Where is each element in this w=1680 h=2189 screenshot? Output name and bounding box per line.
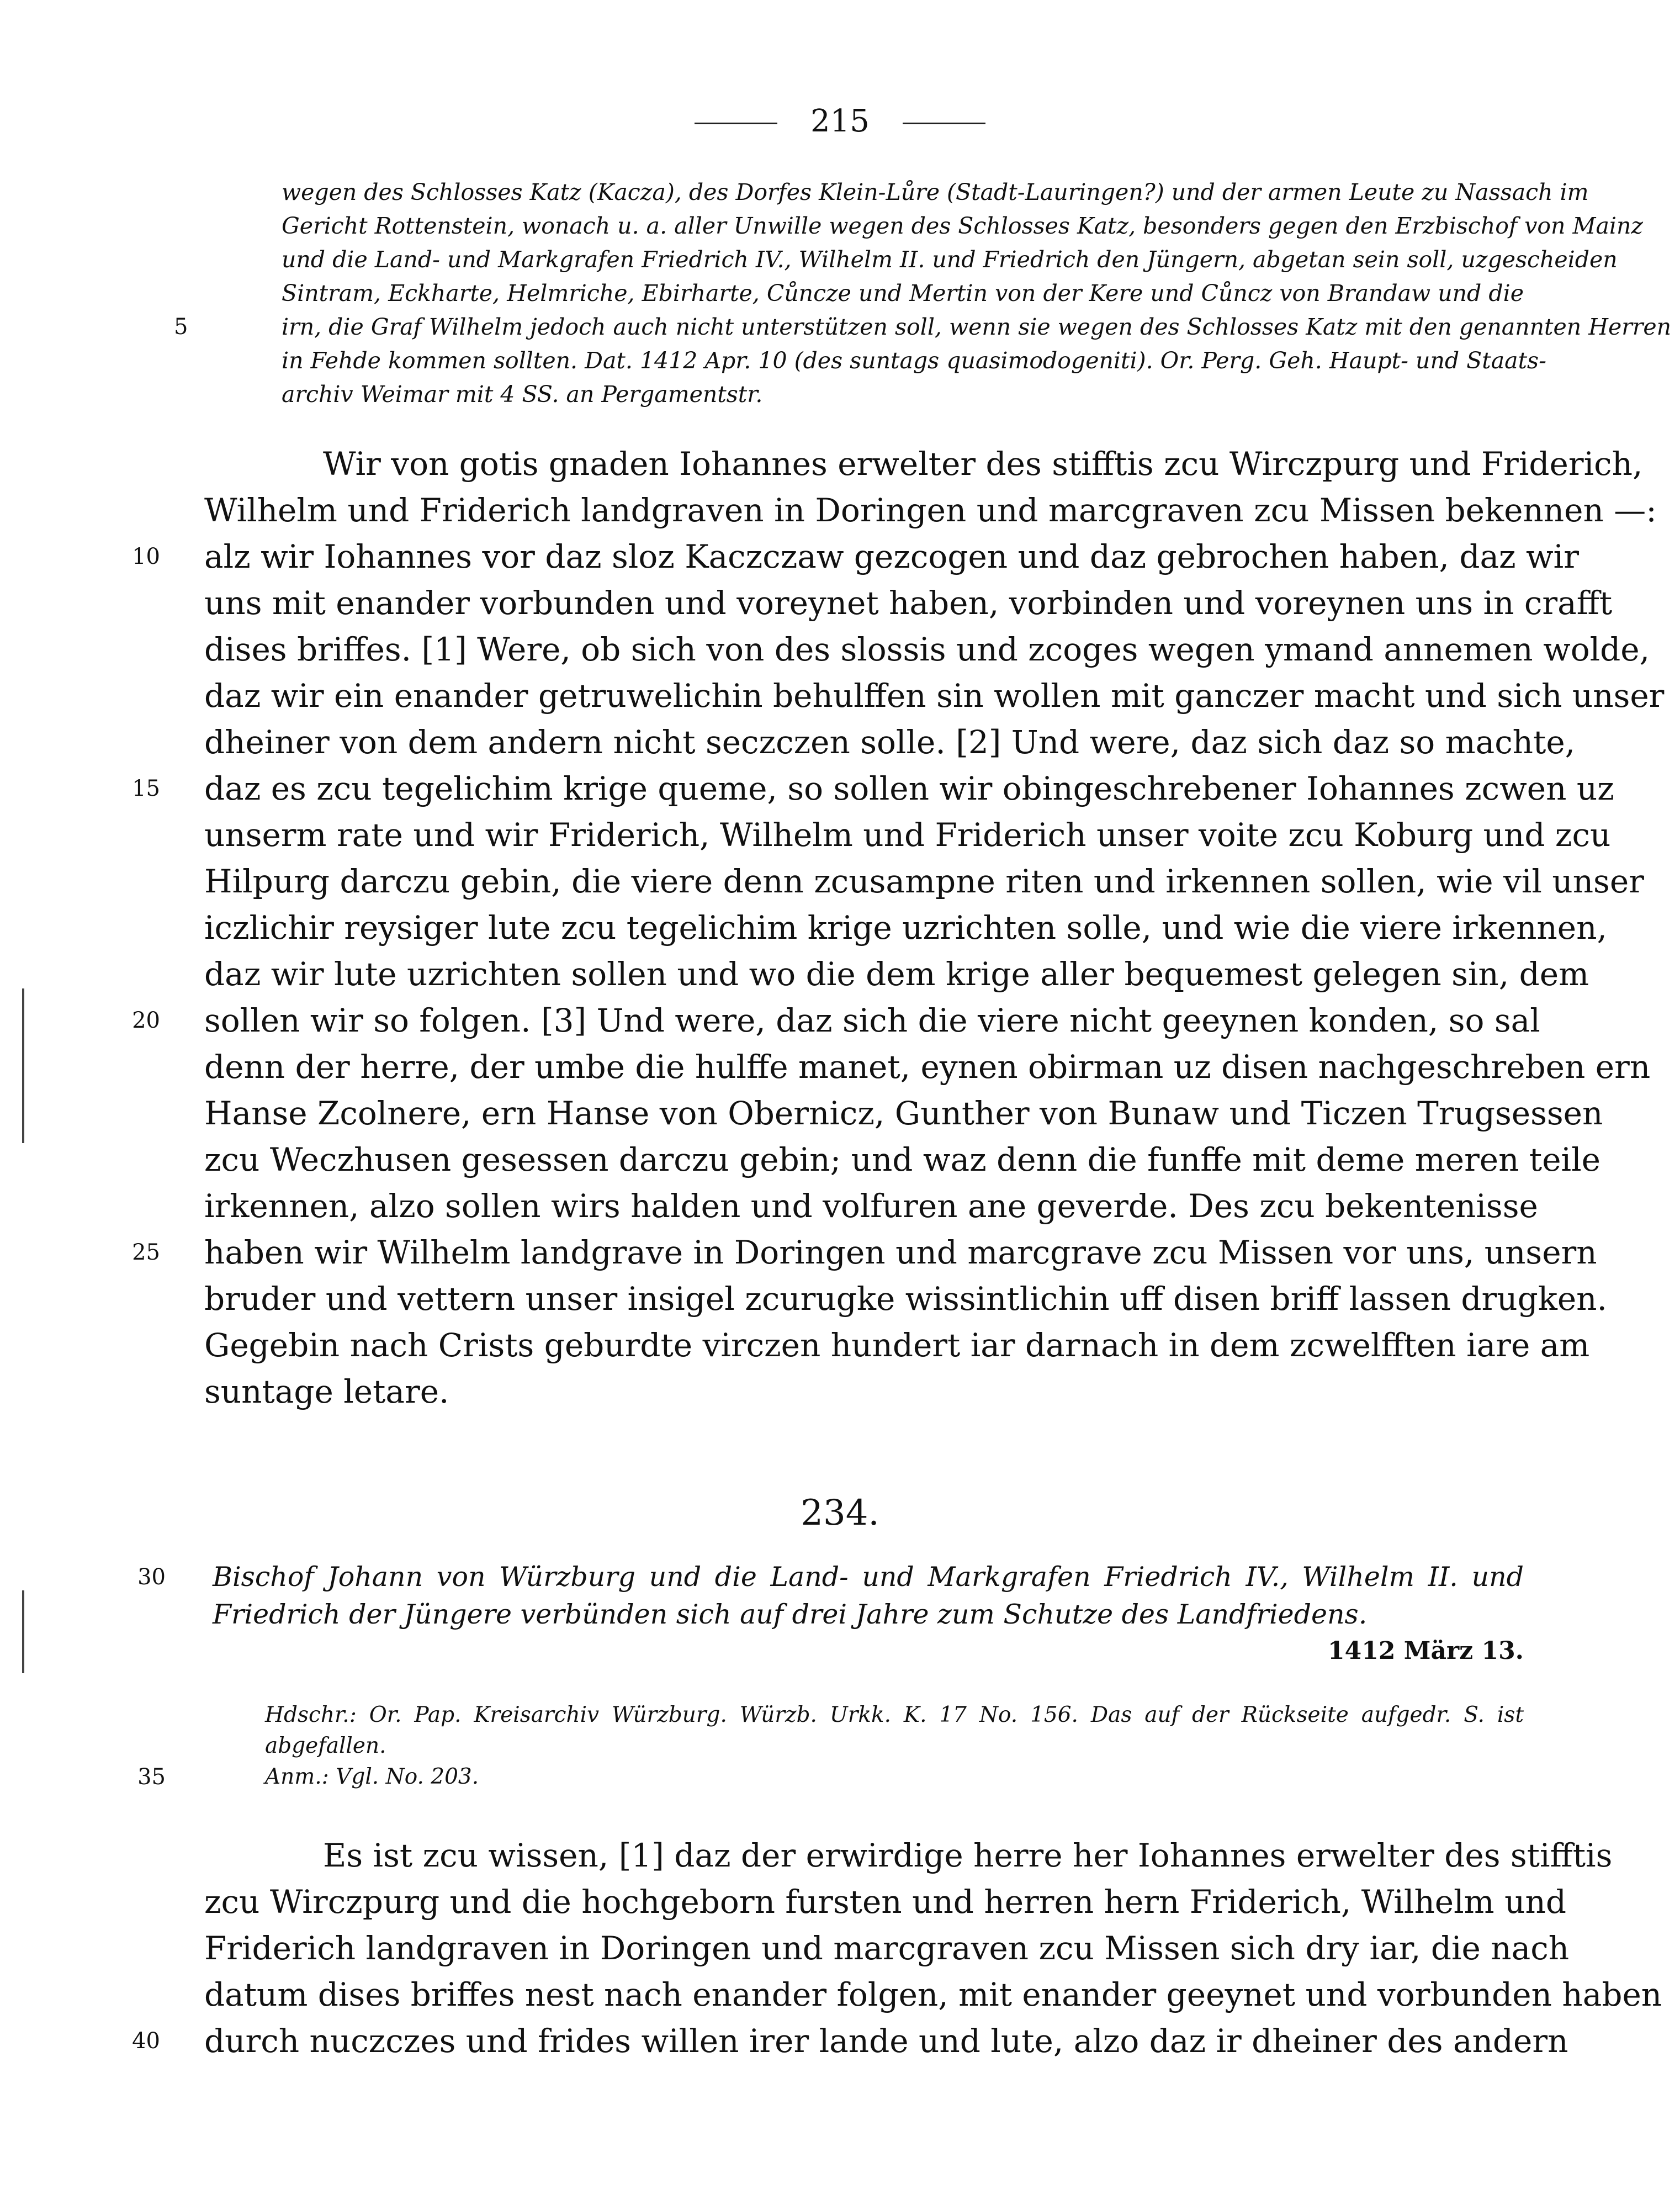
document-number: 234.: [801, 1493, 879, 1534]
text-line: haben wir Wilhelm landgrave in Doringen und marcgrave zcu Missen vor uns, unsern: [204, 1234, 1597, 1271]
page-number: 215: [810, 103, 870, 139]
manuscript-note-line: Anm.: Vgl. No. 203.: [265, 1764, 479, 1789]
head-note-line: Gericht Rottenstein, wonach u. a. aller Unwille wegen des Schlosses Katz, besonders gegen den Erzbischof von Mainz: [282, 213, 1644, 239]
scan-margin-mark: [22, 988, 24, 1143]
line-number: 5: [174, 314, 188, 340]
line-number: 10: [132, 544, 160, 569]
head-note-line: Sintram, Eckharte, Helmriche, Ebirharte, Cůncze und Mertin von der Kere und Cůncz von Brandaw und die: [282, 280, 1524, 306]
text-line: datum dises briffes nest nach enander folgen, mit enander geeynet und vorbunden haben: [204, 1976, 1662, 2013]
text-line: daz wir ein enander getruwelichin behulffen sin wollen mit ganczer macht und sich unser: [204, 677, 1665, 715]
line-number: 20: [132, 1008, 160, 1033]
text-line: daz es zcu tegelichim krige queme, so sollen wir obingeschrebener Iohannes zcwen uz: [204, 770, 1614, 807]
header-rule-right: [903, 123, 985, 124]
manuscript-note-line: Hdschr.: Or. Pap. Kreisarchiv Würzburg. Würzb. Urkk. K. 17 No. 156. Das auf der Rückseite aufgedr. S. ist: [265, 1702, 1524, 1727]
line-number: 25: [132, 1240, 160, 1265]
text-line: suntage letare.: [204, 1373, 449, 1410]
head-note-line: wegen des Schlosses Katz (Kacza), des Dorfes Klein-Lůre (Stadt-Lauringen?) und der armen Leute zu Nassach im: [282, 179, 1589, 205]
line-number: 30: [137, 1564, 166, 1590]
text-line: Hilpurg darczu gebin, die viere denn zcusampne riten und irkennen sollen, wie vil unser: [204, 863, 1644, 900]
manuscript-note-line: abgefallen.: [265, 1733, 386, 1758]
line-number: 35: [137, 1764, 166, 1790]
summary-line: Bischof Johann von Würzburg und die Land- und Markgrafen Friedrich IV., Wilhelm II. und: [213, 1561, 1524, 1593]
text-line: Hanse Zcolnere, ern Hanse von Obernicz, Gunther von Bunaw und Ticzen Trugsessen: [204, 1094, 1603, 1132]
text-line: uns mit enander vorbunden und voreynet haben, vorbinden und voreynen uns in crafft: [204, 584, 1613, 622]
text-line: unserm rate und wir Friderich, Wilhelm und Friderich unser voite zcu Koburg und zcu: [204, 816, 1611, 854]
line-number: 15: [132, 776, 160, 801]
text-line: iczlichir reysiger lute zcu tegelichim krige uzrichten solle, und wie die viere irkennen,: [204, 909, 1607, 947]
text-line: zcu Weczhusen gesessen darczu gebin; und waz denn die funffe mit deme meren teile: [204, 1141, 1600, 1178]
document-date: 1412 März 13.: [1327, 1637, 1524, 1665]
header-rule-left: [695, 123, 777, 124]
text-line: zcu Wirczpurg und die hochgeborn fursten und herren hern Friderich, Wilhelm und: [204, 1883, 1566, 1921]
head-note-line: archiv Weimar mit 4 SS. an Pergamentstr.: [282, 381, 763, 408]
line-number: 40: [132, 2028, 160, 2054]
scan-margin-mark: [22, 1590, 24, 1673]
text-line: dises briffes. [1] Were, ob sich von des slossis und zcoges wegen ymand annemen wolde,: [204, 631, 1650, 668]
text-line: Wir von gotis gnaden Iohannes erwelter des stifftis zcu Wirczpurg und Friderich,: [323, 445, 1643, 483]
summary-line: Friedrich der Jüngere verbünden sich auf drei Jahre zum Schutze des Landfriedens.: [213, 1599, 1368, 1630]
text-line: Gegebin nach Crists geburdte virczen hundert iar darnach in dem zcwelfften iare am: [204, 1326, 1590, 1364]
page-header: [0, 102, 1680, 141]
text-line: denn der herre, der umbe die hulffe manet, eynen obirman uz disen nachgeschreben ern: [204, 1048, 1651, 1086]
text-line: irkennen, alzo sollen wirs halden und volfuren ane geverde. Des zcu bekentenisse: [204, 1187, 1538, 1225]
text-line: Wilhelm und Friderich landgraven in Doringen und marcgraven zcu Missen bekennen —:: [204, 491, 1657, 529]
text-line: daz wir lute uzrichten sollen und wo die dem krige aller bequemest gelegen sin, dem: [204, 955, 1589, 993]
head-note-line: und die Land- und Markgrafen Friedrich IV., Wilhelm II. und Friedrich den Jüngern, abgetan sein soll, uzgescheiden: [282, 246, 1618, 273]
text-line: alz wir Iohannes vor daz sloz Kaczczaw gezcogen und daz gebrochen haben, daz wir: [204, 538, 1579, 575]
text-line: Es ist zcu wissen, [1] daz der erwirdige herre her Iohannes erwelter des stifftis: [323, 1837, 1613, 1874]
text-line: Friderich landgraven in Doringen und marcgraven zcu Missen sich dry iar, die nach: [204, 1929, 1570, 1967]
text-line: bruder und vettern unser insigel zcurugke wissintlichin uff disen briff lassen drugken.: [204, 1280, 1607, 1318]
text-line: sollen wir so folgen. [3] Und were, daz sich die viere nicht geeynen konden, so sal: [204, 1002, 1540, 1039]
text-line: durch nuczczes und frides willen irer lande und lute, alzo daz ir dheiner des andern: [204, 2022, 1568, 2060]
head-note-line: in Fehde kommen sollten. Dat. 1412 Apr. 10 (des suntags quasimodogeniti). Or. Perg. Geh. Haupt- und Staats-: [282, 347, 1546, 374]
text-line: dheiner von dem andern nicht seczczen solle. [2] Und were, daz sich daz so machte,: [204, 723, 1576, 761]
head-note-line: irn, die Graf Wilhelm jedoch auch nicht unterstützen soll, wenn sie wegen des Schlosses Katz mit den genannten Herren: [282, 314, 1672, 340]
